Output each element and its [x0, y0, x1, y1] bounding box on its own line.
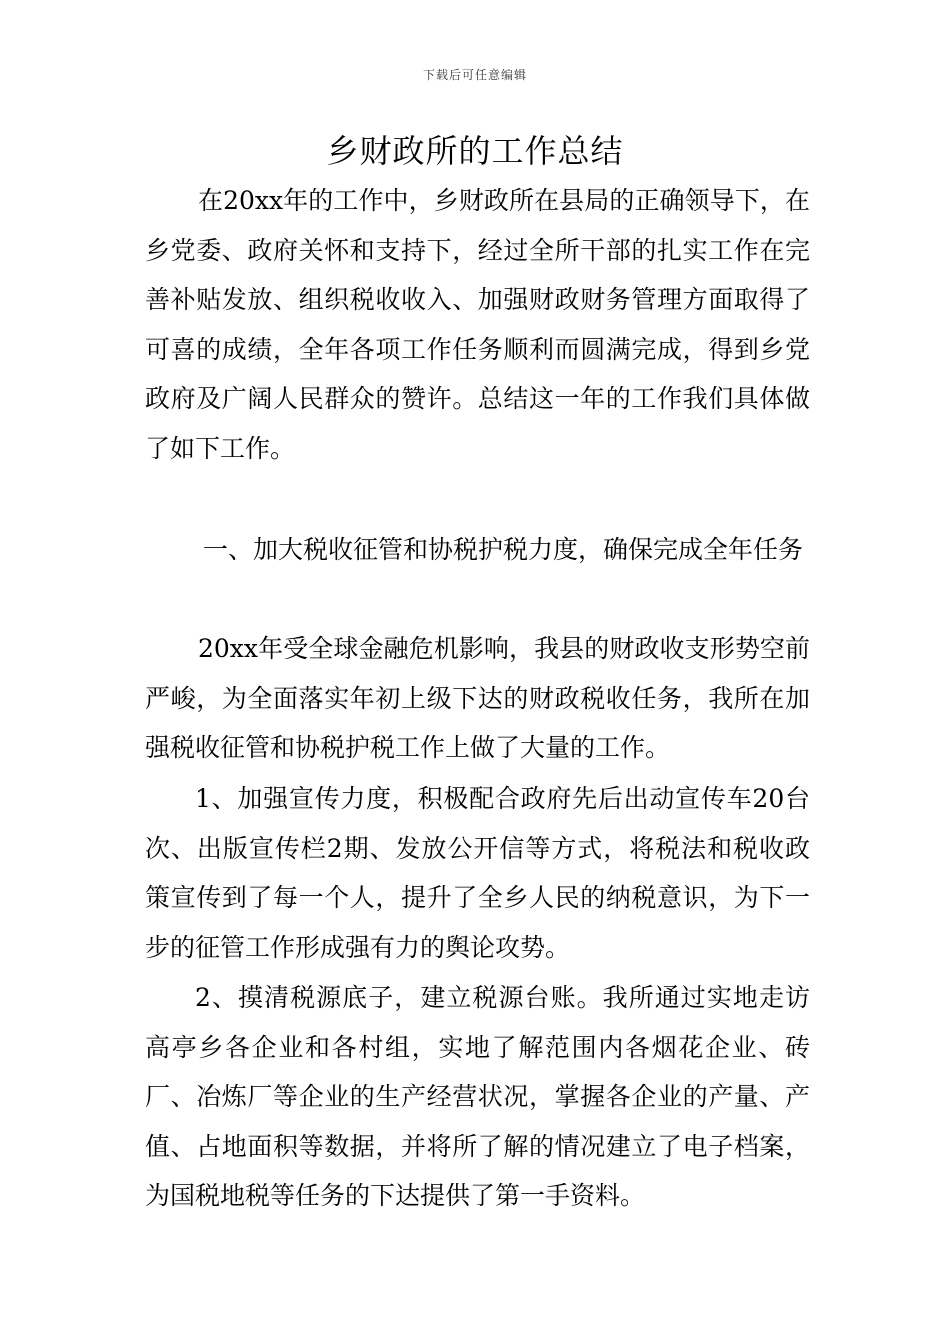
section-heading-1: 一、加大税收征管和协税护税力度，确保完成全年任务 [203, 535, 804, 564]
document-title: 乡财政所的工作总结 [326, 132, 624, 170]
header-note: 下载后可任意编辑 [422, 68, 527, 82]
section-1-paragraph: 20xx年受全球金融危机影响，我县的财政收支形势空前严峻，为全面落实年初上级下达的财政税收任务，我所在加强税收征管和协税护税工作上做了大量的工作。 [145, 634, 810, 762]
intro-paragraph: 在20xx年的工作中，乡财政所在县局的正确领导下，在乡党委、政府关怀和支持下，经过全所干部的扎实工作在完善补贴发放、组织税收收入、加强财政财务管理方面取得了可喜的成绩，全年各项工作任务顺利而圆满完成，得到乡党政府及广阔人民群众的赞许。总结这一年的工作我们具体做了如下工作。 [145, 186, 810, 463]
item-2-paragraph: 2、摸清税源底子，建立税源台账。我所通过实地走访高亭乡各企业和各村组，实地了解范围内各烟花企业、砖厂、冶炼厂等企业的生产经营状况，掌握各企业的产量、产值、占地面积等数据，并将所了解的情况建立了电子档案，为国税地税等任务的下达提供了第一手资料。 [145, 983, 810, 1210]
item-1-paragraph: 1、加强宣传力度，积极配合政府先后出动宣传车20台次、出版宣传栏2期、发放公开信等方式，将税法和税收政策宣传到了每一个人，提升了全乡人民的纳税意识，为下一步的征管工作形成强有力的舆论攻势。 [145, 784, 810, 962]
